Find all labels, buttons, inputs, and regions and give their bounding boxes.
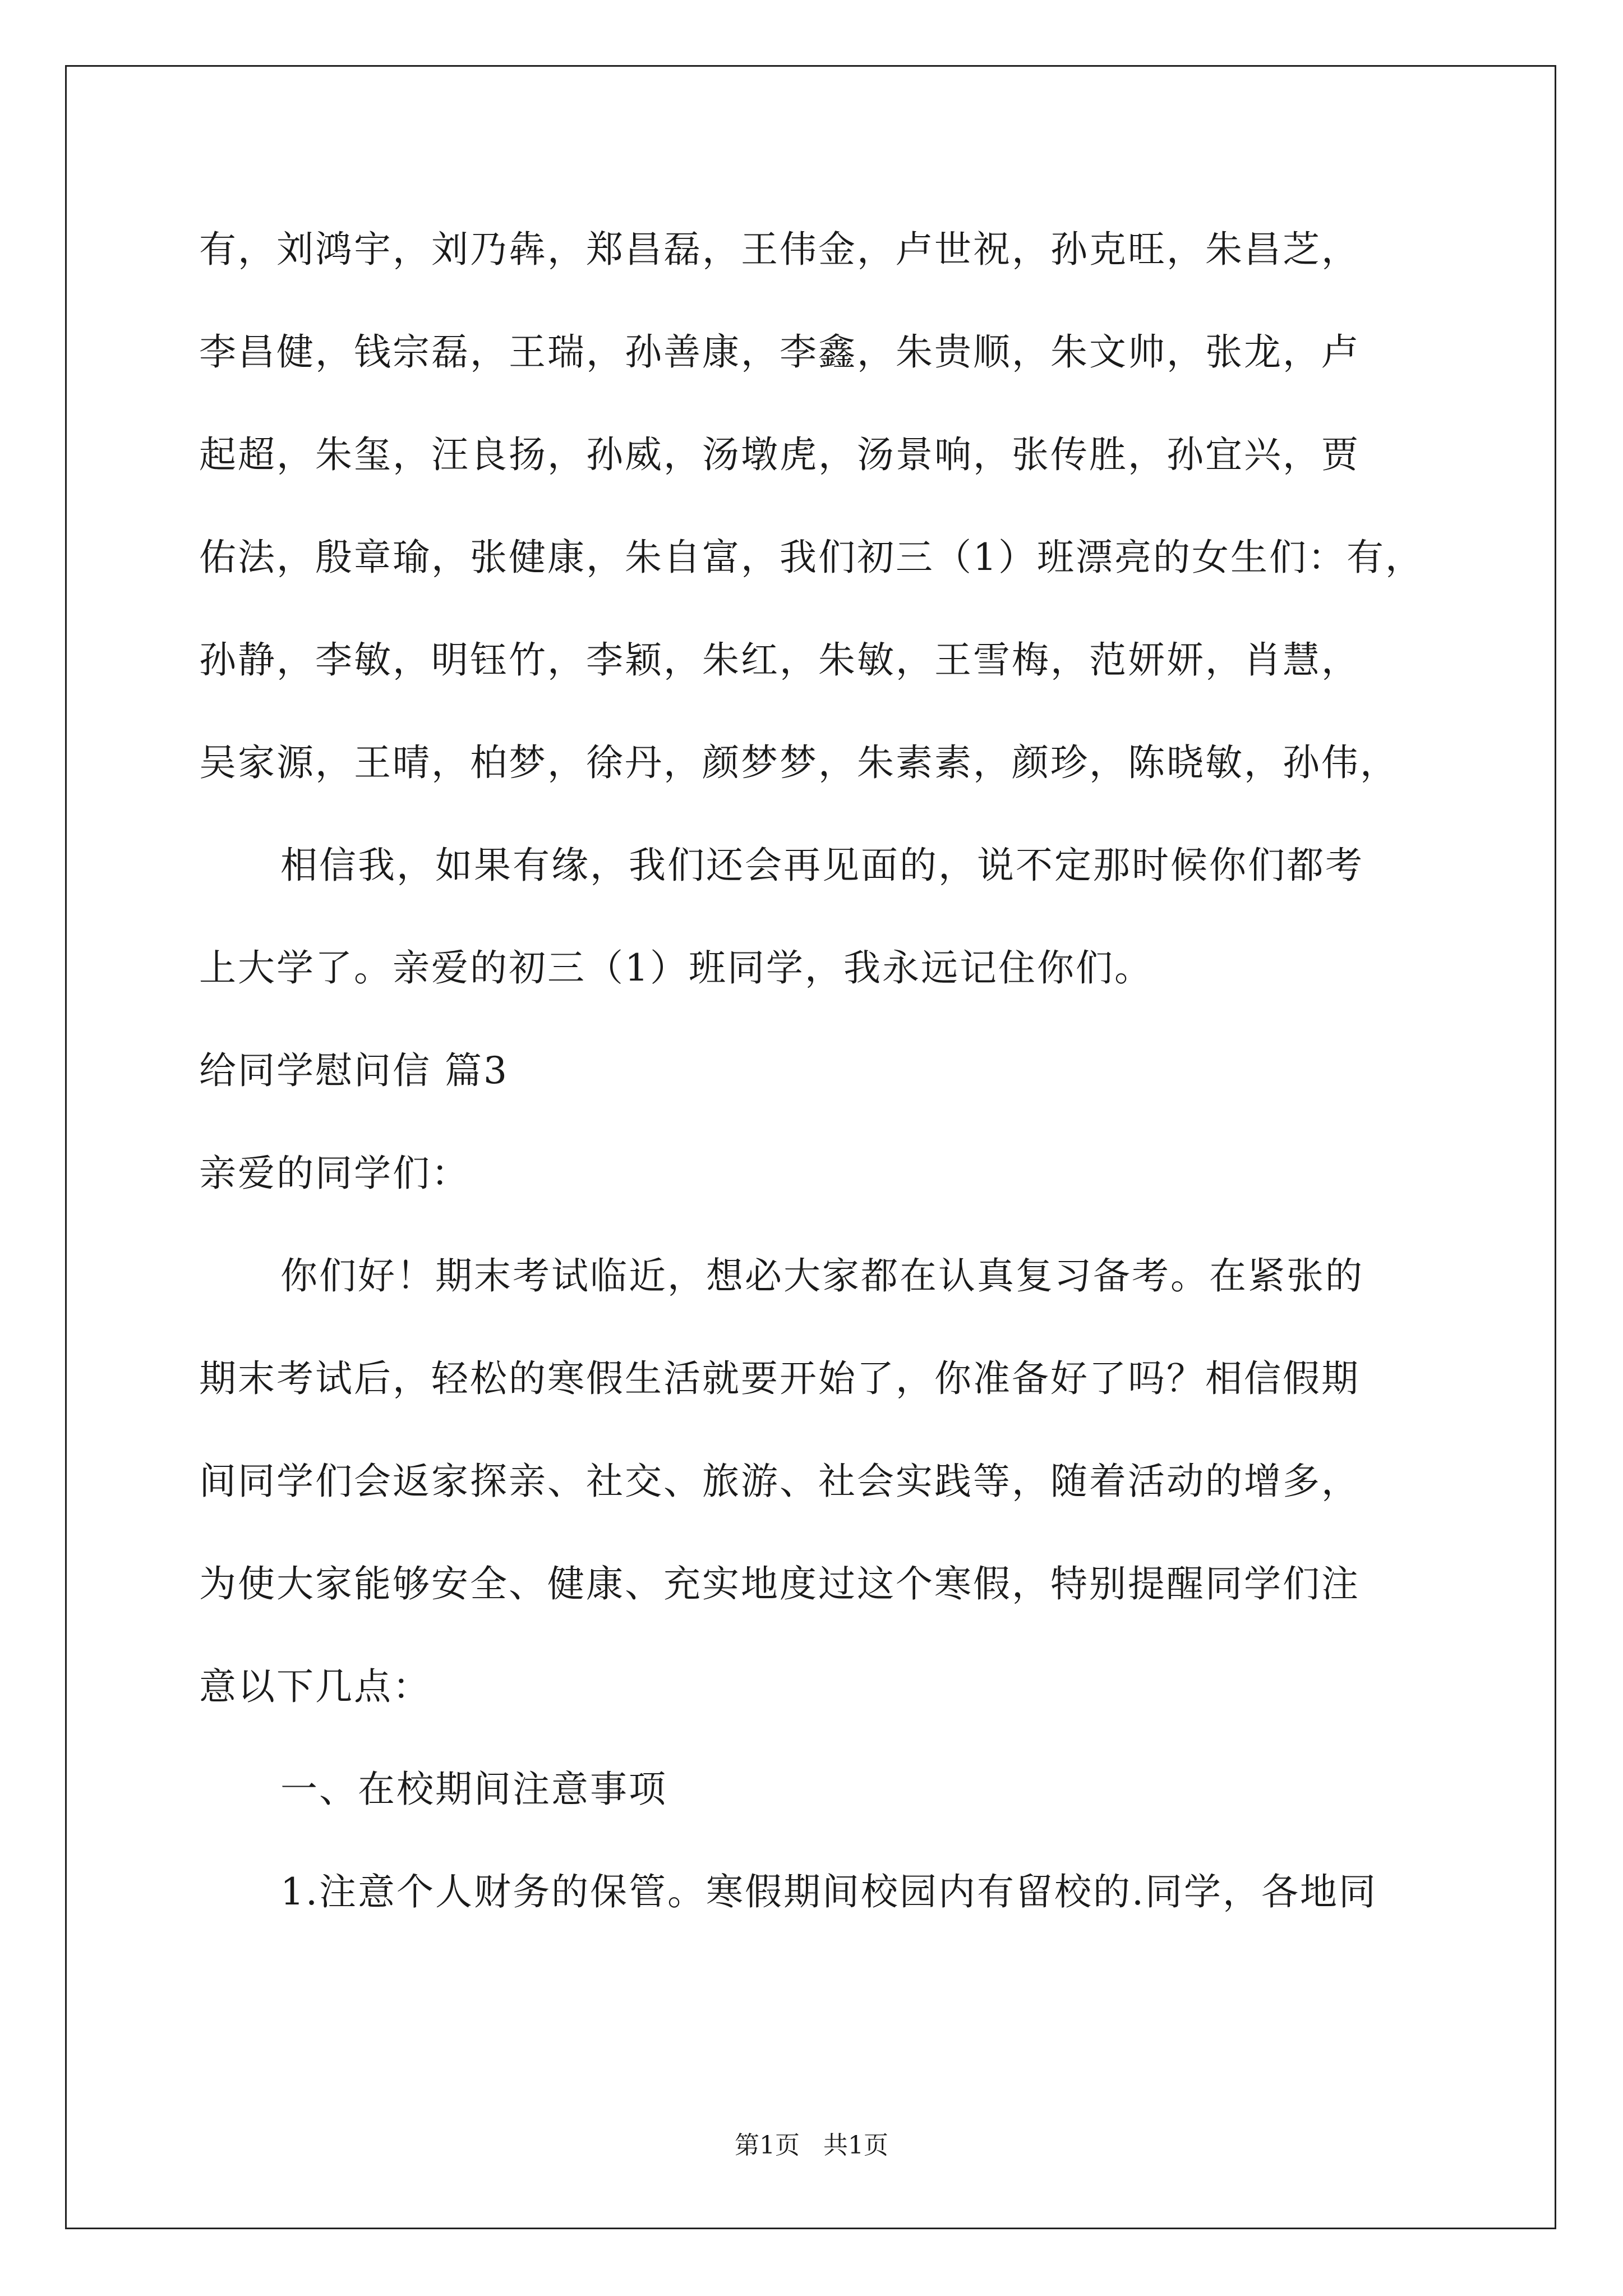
body-line-11: 你们好！期末考试临近，想必大家都在认真复习备考。在紧张的 bbox=[280, 1254, 1364, 1297]
body-line-7: 相信我，如果有缘，我们还会再见面的，说不定那时候你们都考 bbox=[280, 844, 1364, 887]
body-line-15: 意以下几点： bbox=[199, 1665, 431, 1708]
body-line-12: 期末考试后，轻松的寒假生活就要开始了，你准备好了吗？相信假期 bbox=[199, 1357, 1360, 1400]
body-line-13: 间同学们会返家探亲、社交、旅游、社会实践等，随着活动的增多， bbox=[199, 1460, 1360, 1503]
subsection-heading: 一、在校期间注意事项 bbox=[280, 1768, 667, 1811]
body-line-5: 孙静，李敏，明钰竹，李颖，朱红，朱敏，王雪梅，范妍妍，肖慧， bbox=[199, 638, 1360, 682]
body-line-4: 佑法，殷章瑜，张健康，朱自富，我们初三（1）班漂亮的女生们：有， bbox=[199, 536, 1424, 579]
body-line-1: 有，刘鸿宇，刘乃犇，郑昌磊，王伟金，卢世祝，孙克旺，朱昌芝， bbox=[199, 228, 1360, 271]
body-line-6: 吴家源，王晴，柏梦，徐丹，颜梦梦，朱素素，颜珍，陈晓敏，孙伟， bbox=[199, 741, 1399, 784]
body-line-3: 起超，朱玺，汪良扬，孙威，汤墩虎，汤景响，张传胜，孙宜兴，贾 bbox=[199, 433, 1360, 476]
salutation: 亲爱的同学们： bbox=[199, 1152, 470, 1195]
body-line-8: 上大学了。亲爱的初三（1）班同学，我永远记住你们。 bbox=[199, 946, 1153, 990]
page-number: 第1页 共1页 bbox=[735, 2131, 888, 2160]
section-heading: 给同学慰问信 篇3 bbox=[199, 1049, 509, 1092]
body-line-2: 李昌健，钱宗磊，王瑞，孙善康，李鑫，朱贵顺，朱文帅，张龙，卢 bbox=[199, 330, 1360, 374]
body-line-17: 1.注意个人财务的保管。寒假期间校园内有留校的.同学，各地同 bbox=[280, 1870, 1377, 1913]
body-line-14: 为使大家能够安全、健康、充实地度过这个寒假，特别提醒同学们注 bbox=[199, 1562, 1360, 1605]
